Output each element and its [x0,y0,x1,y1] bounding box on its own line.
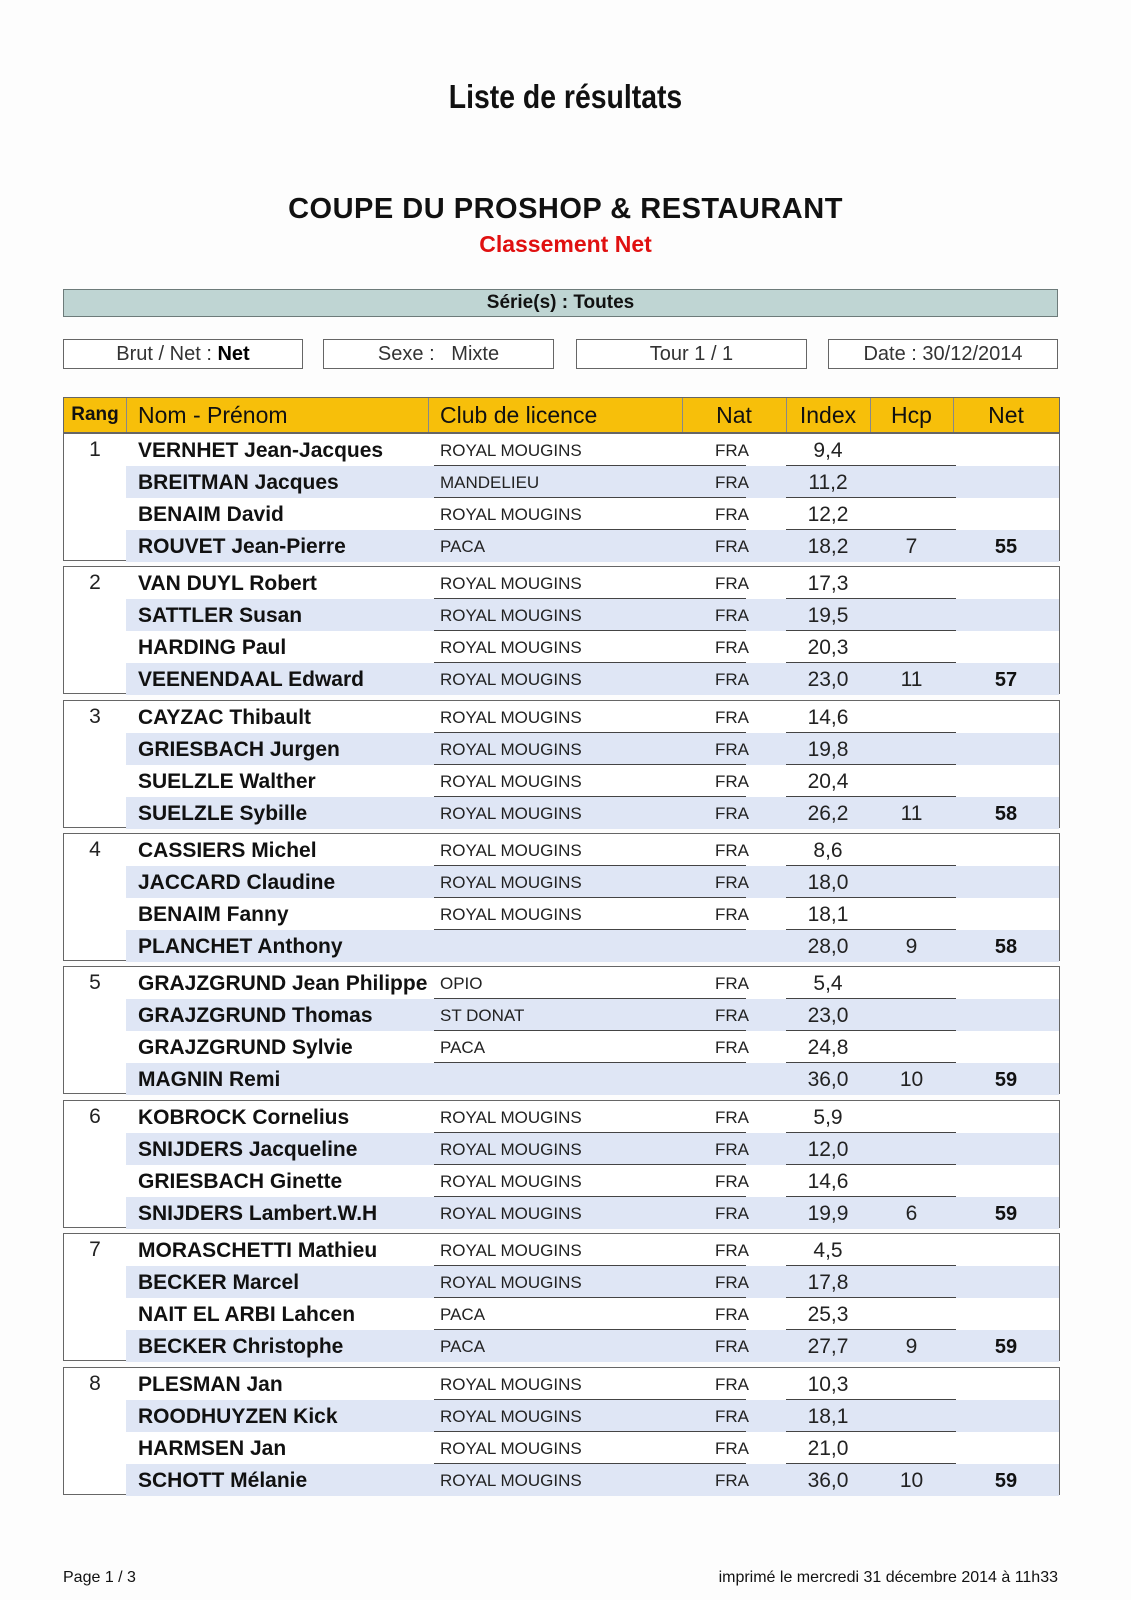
rank-cell: 5 [89,971,101,994]
nat-cell: FRA [715,537,749,556]
index-cell: 19,9 [807,1202,849,1225]
club-cell: ST DONAT [440,1006,525,1025]
col-index: Index [799,402,857,428]
table-row [64,1368,1059,1400]
net-cell: 57 [994,669,1018,691]
player-name: PLESMAN Jan [138,1373,283,1396]
result-group [63,1367,1060,1495]
col-club: Club de licence [440,402,598,428]
player-name: ROUVET Jean-Pierre [138,535,346,558]
nat-cell: FRA [715,1172,749,1191]
table-row [64,567,1059,599]
player-name: SNIJDERS Jacqueline [138,1138,358,1161]
hcp-cell: 9 [905,935,918,958]
result-group [63,966,1060,1094]
player-name: GRAJZGRUND Jean Philippe [138,972,428,995]
nat-cell: FRA [715,473,749,492]
rank-cell: 3 [89,705,101,728]
nat-cell: FRA [715,1140,749,1159]
nat-cell: FRA [715,505,749,524]
nat-cell: FRA [715,1273,749,1292]
club-cell: ROYAL MOUGINS [440,638,582,657]
index-cell: 20,4 [807,770,849,793]
player-name: BREITMAN Jacques [138,471,339,494]
table-row [64,434,1059,466]
page-number: Page 1 / 3 [63,1569,136,1586]
index-cell: 9,4 [813,439,843,462]
nat-cell: FRA [715,1471,749,1490]
index-cell: 5,4 [813,972,843,995]
series-bar: Série(s) : Toutes [63,289,1058,317]
net-cell: 59 [994,1069,1018,1091]
col-rang: Rang [71,404,119,425]
table-row [64,498,1059,530]
table-row [64,1298,1059,1330]
club-cell: ROYAL MOUGINS [440,1439,582,1458]
player-name: GRIESBACH Jurgen [138,738,340,761]
player-name: ROODHUYZEN Kick [138,1405,338,1428]
table-row [64,1031,1059,1063]
table-row [64,1266,1059,1298]
player-name: HARMSEN Jan [138,1437,287,1460]
club-cell: ROYAL MOUGINS [440,873,582,892]
index-cell: 12,0 [807,1138,849,1161]
result-group [63,1233,1060,1361]
player-name: SCHOTT Mélanie [138,1469,308,1492]
player-name: CASSIERS Michel [138,839,317,862]
nat-cell: FRA [715,1108,749,1127]
rank-cell: 1 [89,438,101,461]
nat-cell: FRA [715,638,749,657]
club-cell: ROYAL MOUGINS [440,841,582,860]
result-group [63,433,1060,561]
result-group [63,566,1060,694]
table-row [64,1063,1059,1095]
col-net: Net [988,402,1024,428]
index-cell: 10,3 [807,1373,849,1396]
table-row [64,466,1059,498]
tour-filter: Tour 1 / 1 [576,339,807,369]
index-cell: 18,1 [807,1405,849,1428]
index-cell: 23,0 [807,668,849,691]
club-cell: ROYAL MOUGINS [440,606,582,625]
nat-cell: FRA [715,841,749,860]
player-name: BECKER Christophe [138,1335,344,1358]
nat-cell: FRA [715,574,749,593]
player-name: VAN DUYL Robert [138,572,317,595]
page-title: Liste de résultats [448,78,683,115]
player-name: NAIT EL ARBI Lahcen [138,1303,356,1326]
index-cell: 18,2 [807,535,849,558]
player-name: BECKER Marcel [138,1271,300,1294]
player-name: HARDING Paul [138,636,287,659]
nat-cell: FRA [715,1204,749,1223]
index-cell: 19,5 [807,604,849,627]
index-cell: 18,1 [807,903,849,926]
index-cell: 14,6 [807,706,849,729]
player-name: JACCARD Claudine [138,871,336,894]
table-row [64,1165,1059,1197]
table-row [64,930,1059,962]
index-cell: 23,0 [807,1004,849,1027]
index-cell: 20,3 [807,636,849,659]
index-cell: 28,0 [807,935,849,958]
rank-cell: 2 [89,571,101,594]
club-cell: MANDELIEU [440,473,540,492]
club-cell: ROYAL MOUGINS [440,1407,582,1426]
club-cell: ROYAL MOUGINS [440,1108,582,1127]
hcp-cell: 7 [905,535,918,558]
table-row [64,866,1059,898]
table-row [64,530,1059,562]
index-cell: 26,2 [807,802,849,825]
nat-cell: FRA [715,1375,749,1394]
nat-cell: FRA [715,1337,749,1356]
index-cell: 17,3 [807,572,849,595]
table-row [64,631,1059,663]
club-cell: ROYAL MOUGINS [440,1140,582,1159]
index-cell: 25,3 [807,1303,849,1326]
index-cell: 4,5 [813,1239,843,1262]
index-cell: 18,0 [807,871,849,894]
hcp-cell: 11 [900,668,923,691]
index-cell: 21,0 [807,1437,849,1460]
table-row [64,999,1059,1031]
player-name: MAGNIN Remi [138,1068,281,1091]
rank-cell: 4 [89,838,101,861]
club-cell: ROYAL MOUGINS [440,670,582,689]
table-row [64,1234,1059,1266]
rank-cell: 7 [89,1238,101,1261]
sexe-filter: Sexe : Mixte [323,339,554,369]
player-name: GRIESBACH Ginette [138,1170,343,1193]
table-row [64,663,1059,695]
club-cell: PACA [440,537,486,556]
event-name: COUPE DU PROSHOP & RESTAURANT [288,193,843,225]
hcp-cell: 10 [899,1068,924,1091]
col-nom: Nom - Prénom [138,402,288,428]
player-name: BENAIM Fanny [138,903,289,926]
net-cell: 59 [994,1203,1018,1225]
table-row [64,1197,1059,1229]
player-name: SUELZLE Sybille [138,802,308,825]
player-name: KOBROCK Cornelius [138,1106,350,1129]
nat-cell: FRA [715,1241,749,1260]
club-cell: ROYAL MOUGINS [440,1375,582,1394]
rank-cell: 8 [89,1372,101,1395]
index-cell: 24,8 [807,1036,849,1059]
table-row [64,701,1059,733]
table-row [64,797,1059,829]
nat-cell: FRA [715,441,749,460]
club-cell: OPIO [440,974,483,993]
net-cell: 58 [994,803,1018,825]
club-cell: ROYAL MOUGINS [440,708,582,727]
club-cell: ROYAL MOUGINS [440,905,582,924]
table-row [64,1133,1059,1165]
index-cell: 12,2 [807,503,849,526]
player-name: SNIJDERS Lambert.W.H [138,1202,378,1225]
player-name: SATTLER Susan [138,604,303,627]
index-cell: 17,8 [807,1271,849,1294]
result-group [63,1100,1060,1228]
player-name: CAYZAC Thibault [138,706,312,729]
table-row [64,1464,1059,1496]
net-cell: 59 [994,1470,1018,1492]
player-name: VERNHET Jean-Jacques [138,439,384,462]
player-name: MORASCHETTI Mathieu [138,1239,378,1262]
club-cell: PACA [440,1038,486,1057]
brut-net-filter [63,339,303,369]
print-date: imprimé le mercredi 31 décembre 2014 à 11h33 [718,1569,1058,1586]
club-cell: ROYAL MOUGINS [440,505,582,524]
nat-cell: FRA [715,1305,749,1324]
club-cell: ROYAL MOUGINS [440,1172,582,1191]
player-name: PLANCHET Anthony [138,935,343,958]
table-row [64,967,1059,999]
col-hcp: Hcp [891,402,932,428]
nat-cell: FRA [715,1407,749,1426]
col-nat: Nat [716,402,752,428]
table-row [64,1101,1059,1133]
rank-cell: 6 [89,1105,101,1128]
hcp-cell: 6 [905,1202,918,1225]
index-cell: 14,6 [807,1170,849,1193]
table-row [64,834,1059,866]
ranking-type: Classement Net [479,231,652,257]
nat-cell: FRA [715,1439,749,1458]
nat-cell: FRA [715,708,749,727]
nat-cell: FRA [715,606,749,625]
club-cell: ROYAL MOUGINS [440,772,582,791]
player-name: VEENENDAAL Edward [138,668,364,691]
nat-cell: FRA [715,670,749,689]
index-cell: 8,6 [813,839,843,862]
player-name: GRAJZGRUND Thomas [138,1004,373,1027]
nat-cell: FRA [715,804,749,823]
nat-cell: FRA [715,873,749,892]
nat-cell: FRA [715,1006,749,1025]
net-cell: 59 [994,1336,1018,1358]
club-cell: ROYAL MOUGINS [440,740,582,759]
result-group [63,700,1060,828]
net-cell: 58 [994,936,1018,958]
index-cell: 11,2 [808,471,848,494]
nat-cell: FRA [715,974,749,993]
club-cell: ROYAL MOUGINS [440,1273,582,1292]
hcp-cell: 9 [905,1335,918,1358]
hcp-cell: 10 [899,1469,924,1492]
club-cell: ROYAL MOUGINS [440,574,582,593]
index-cell: 36,0 [807,1469,849,1492]
brut-net-value: Net [217,343,250,365]
table-row [64,765,1059,797]
index-cell: 36,0 [807,1068,849,1091]
club-cell: PACA [440,1305,486,1324]
net-cell: 55 [994,536,1018,558]
club-cell: ROYAL MOUGINS [440,441,582,460]
result-group [63,833,1060,961]
nat-cell: FRA [715,772,749,791]
nat-cell: FRA [715,1038,749,1057]
nat-cell: FRA [715,740,749,759]
player-name: GRAJZGRUND Sylvie [138,1036,353,1059]
club-cell: ROYAL MOUGINS [440,1204,582,1223]
hcp-cell: 11 [900,802,923,825]
table-row [64,1432,1059,1464]
index-cell: 27,7 [807,1335,849,1358]
player-name: SUELZLE Walther [138,770,316,793]
date-filter: Date : 30/12/2014 [828,339,1058,369]
club-cell: ROYAL MOUGINS [440,1241,582,1260]
club-cell: ROYAL MOUGINS [440,804,582,823]
table-row [64,898,1059,930]
club-cell: PACA [440,1337,486,1356]
table-header [63,397,1060,433]
table-row [64,599,1059,631]
brut-net-label: Brut / Net : [116,343,212,365]
player-name: BENAIM David [138,503,284,526]
club-cell: ROYAL MOUGINS [440,1471,582,1490]
index-cell: 5,9 [813,1106,843,1129]
table-row [64,1400,1059,1432]
table-row [64,733,1059,765]
nat-cell: FRA [715,905,749,924]
index-cell: 19,8 [807,738,849,761]
table-row [64,1330,1059,1362]
